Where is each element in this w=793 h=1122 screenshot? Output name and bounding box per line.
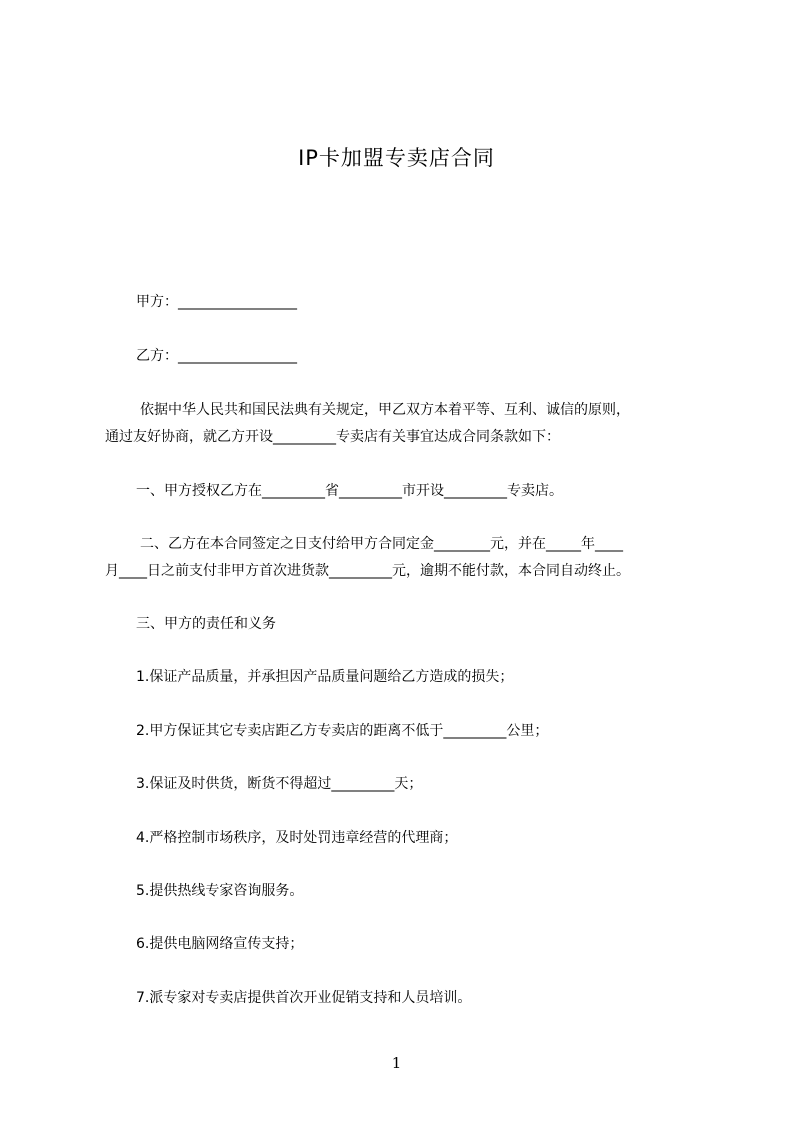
clause-3-heading: 三、甲方的责任和义务 <box>136 616 276 632</box>
preamble-line-2: 通过友好协商，就乙方开设_________专卖店有关事宜达成合同条款如下： <box>105 429 560 445</box>
document-title: IP卡加盟专卖店合同 <box>298 146 495 170</box>
list-item: 2.甲方保证其它专卖店距乙方专卖店的距离不低于_________公里； <box>136 723 549 739</box>
list-item: 6.提供电脑网络宣传支持； <box>136 936 304 952</box>
page-number: 1 <box>391 1054 402 1072</box>
list-item: 7.派专家对专卖店提供首次开业促销支持和人员培训。 <box>136 990 472 1006</box>
list-item: 5.提供热线专家咨询服务。 <box>136 883 304 899</box>
preamble-line-1: 依据中华人民共和国民法典有关规定，甲乙双方本着平等、互利、诚信的原则， <box>140 402 630 418</box>
party-b-line: 乙方：_________________ <box>136 348 297 364</box>
list-item: 1.保证产品质量，并承担因产品质量问题给乙方造成的损失； <box>136 669 514 685</box>
list-item: 4.严格控制市场秩序，及时处罚违章经营的代理商； <box>136 830 458 846</box>
clause-2-line-2: 月____日之前支付非甲方首次进货款_________元，逾期不能付款，本合同自动终止。 <box>105 563 630 579</box>
clause-1: 一、甲方授权乙方在_________省_________市开设_________专卖店。 <box>136 483 563 499</box>
list-item: 3.保证及时供货，断货不得超过_________天； <box>136 776 423 792</box>
party-a-line: 甲方：_________________ <box>136 294 297 310</box>
clause-2-line-1: 二、乙方在本合同签定之日支付给甲方合同定金________元，并在_____年____ <box>140 536 623 552</box>
